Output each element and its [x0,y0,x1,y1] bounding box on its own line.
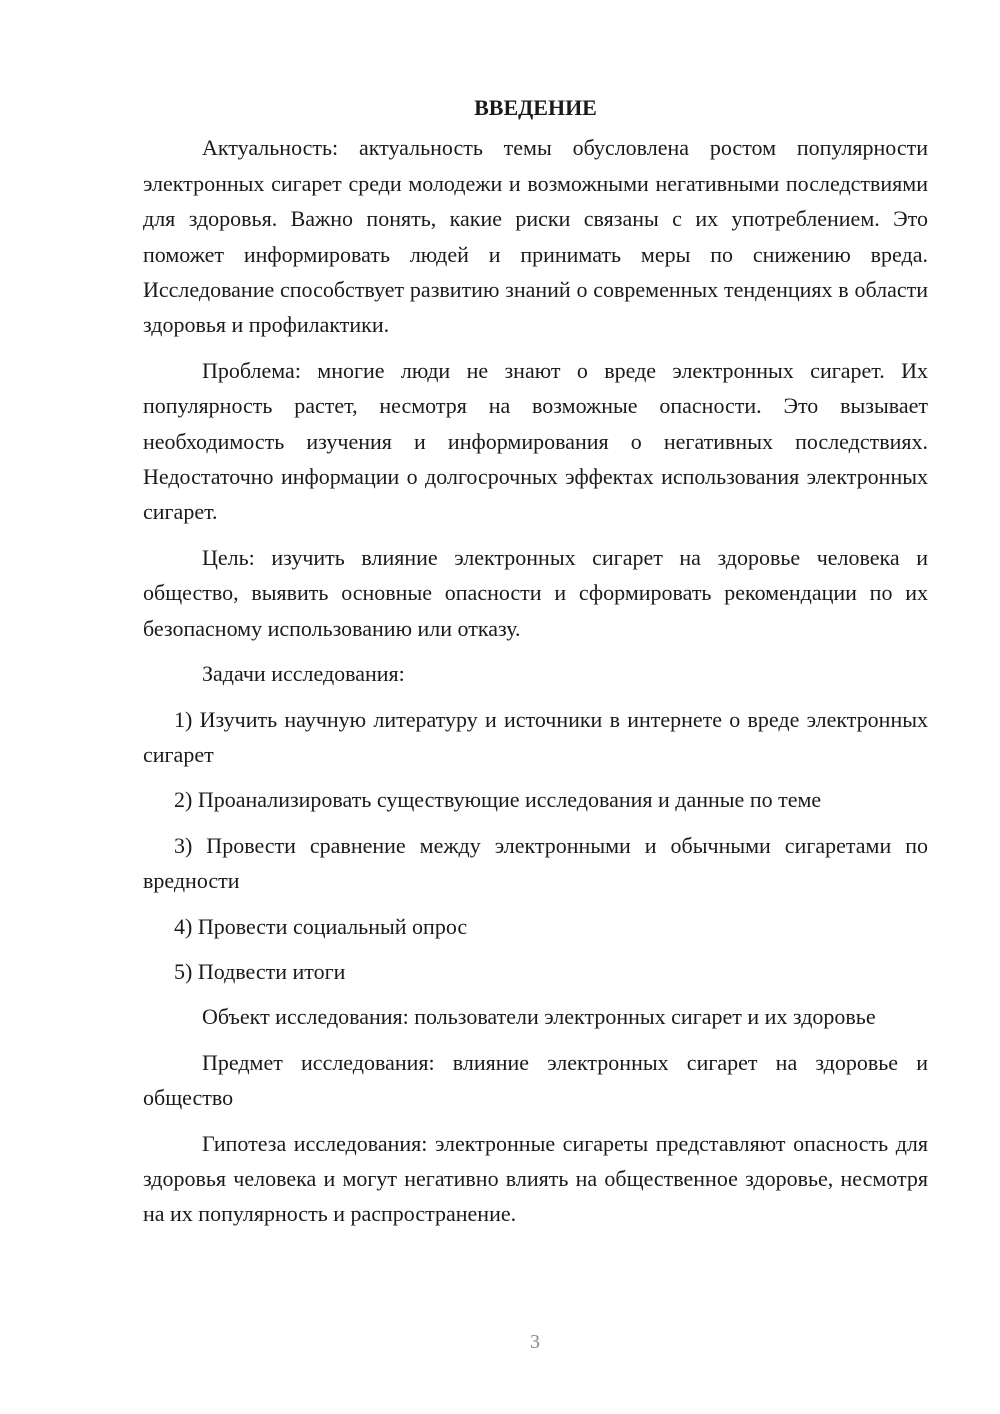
subject-paragraph: Предмет исследования: влияние электронных сигарет на здоровье и общество [143,1049,928,1111]
page-number: 3 [530,1331,540,1353]
page-title: ВВЕДЕНИЕ [474,95,597,120]
object-paragraph: Объект исследования: пользователи электронных сигарет и их здоровье [202,1004,876,1030]
relevance-paragraph: Актуальность: актуальность темы обусловлена ростом популярности электронных сигарет среди молодежи и возможными негативными последствиями для здоровья. Важно понять, какие риски связаны с их употреблением. Это поможет информировать людей и принимать меры по снижению вреда. Исследование способствует развитию знаний о современных тенденциях в области здоровья и профилактики. [143,135,928,338]
goal-paragraph: Цель: изучить влияние электронных сигарет на здоровье человека и общество, выявить основные опасности и сформировать рекомендации по их безопасному использованию или отказу. [143,544,928,641]
task-item-1: 1) Изучить научную литературу и источники в интернете о вреде электронных сигарет [143,706,928,767]
task-item-2: 2) Проанализировать существующие исследования и данные по теме [174,787,822,813]
page-content [143,90,928,1242]
task-item-3: 3) Провести сравнение между электронными и обычными сигаретами по вредности [143,832,928,894]
hypothesis-paragraph: Гипотеза исследования: электронные сигареты представляют опасность для здоровья человека и могут негативно влиять на общественное здоровье, несмотря на их популярность и распространение. [143,1130,928,1227]
task-item-4: 4) Провести социальный опрос [174,913,468,939]
task-item-5: 5) Подвести итоги [174,958,346,984]
problem-paragraph: Проблема: многие люди не знают о вреде электронных сигарет. Их популярность растет, несмотря на возможные опасности. Это вызывает необходимость изучения и информирования о негативных последствиях. Недостаточно информации о долгосрочных эффектах использования электронных сигарет. [143,357,928,525]
tasks-heading: Задачи исследования: [202,661,405,687]
